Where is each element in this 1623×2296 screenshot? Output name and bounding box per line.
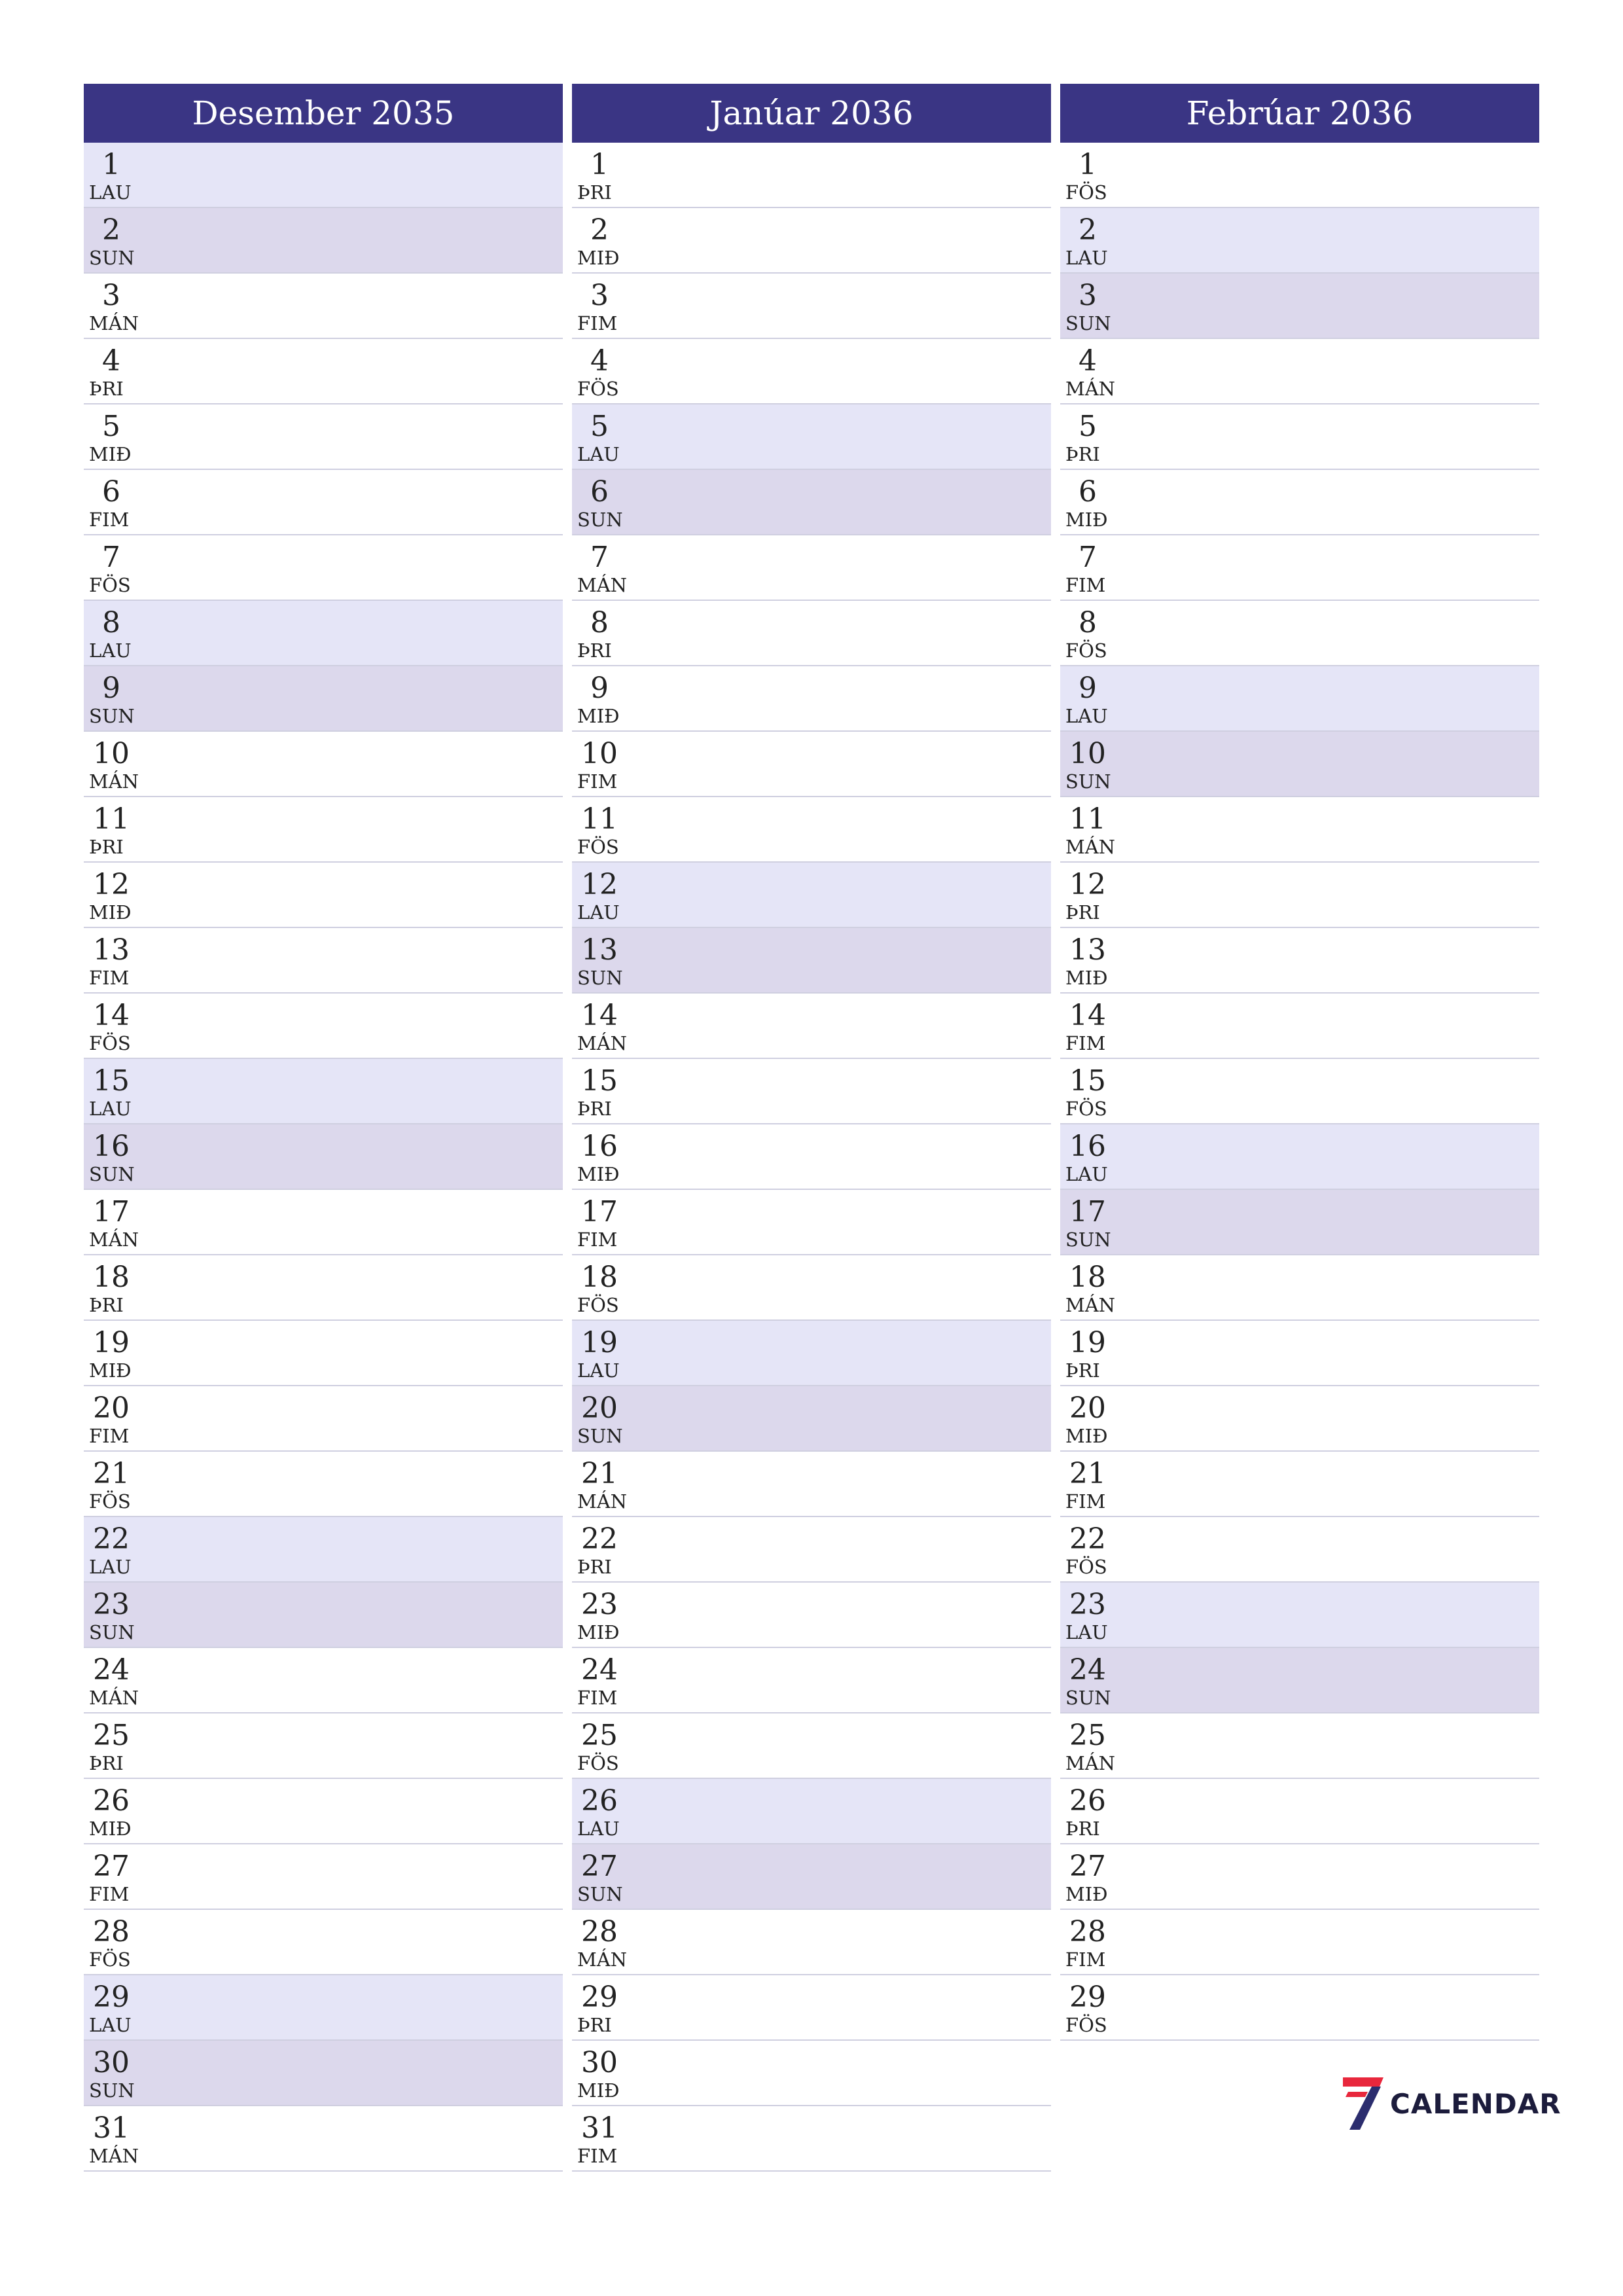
day-row [84, 1059, 563, 1124]
day-list [1060, 143, 1539, 2041]
weekday-label: SUN [577, 967, 623, 989]
day-number: 20 [1069, 1391, 1106, 1425]
day-number: 1 [590, 148, 609, 181]
weekday-label: MIÐ [577, 247, 620, 269]
weekday-label: SUN [89, 2079, 135, 2102]
day-row [572, 339, 1051, 404]
weekday-label: ÞRI [89, 1294, 124, 1316]
day-row [1060, 1713, 1539, 1779]
day-number: 6 [1079, 475, 1097, 509]
day-number: 28 [581, 1915, 618, 1948]
weekday-label: LAU [577, 443, 620, 465]
day-number: 20 [93, 1391, 130, 1425]
day-row [84, 1583, 563, 1648]
weekday-label: ÞRI [89, 836, 124, 858]
day-row [1060, 994, 1539, 1059]
day-row [84, 1190, 563, 1255]
seven-icon [1342, 2076, 1385, 2131]
month-column-february [1060, 84, 1539, 2041]
day-row [84, 1452, 563, 1517]
weekday-label: MIÐ [89, 1818, 132, 1840]
day-row [572, 1517, 1051, 1583]
day-row [1060, 1844, 1539, 1910]
day-number: 9 [1079, 672, 1097, 705]
day-row [1060, 535, 1539, 601]
weekday-label: FIM [1065, 1948, 1106, 1971]
day-number: 5 [1079, 410, 1097, 443]
day-row [1060, 1517, 1539, 1583]
day-number: 8 [102, 606, 120, 639]
weekday-label: LAU [577, 1359, 620, 1382]
day-number: 2 [590, 213, 609, 247]
weekday-label: FÖS [1065, 2014, 1107, 2036]
weekday-label: FIM [577, 2145, 618, 2167]
day-number: 16 [93, 1130, 130, 1163]
weekday-label: MÁN [89, 2145, 139, 2167]
day-row [572, 1583, 1051, 1648]
day-number: 7 [102, 541, 120, 574]
day-number: 10 [93, 737, 130, 770]
weekday-label: FIM [89, 1425, 130, 1447]
weekday-label: LAU [89, 639, 132, 662]
day-number: 4 [102, 344, 120, 378]
month-column-january [572, 84, 1051, 2172]
weekday-label: MIÐ [1065, 1425, 1108, 1447]
weekday-label: FIM [89, 509, 130, 531]
day-number: 1 [1079, 148, 1097, 181]
day-number: 18 [93, 1261, 130, 1294]
weekday-label: FIM [89, 967, 130, 989]
day-number: 31 [581, 2111, 618, 2145]
weekday-label: LAU [1065, 247, 1108, 269]
weekday-label: FIM [577, 312, 618, 334]
weekday-label: MÁN [89, 1687, 139, 1709]
day-row [572, 1255, 1051, 1321]
weekday-label: SUN [577, 1425, 623, 1447]
day-number: 18 [1069, 1261, 1106, 1294]
weekday-label: SUN [89, 247, 135, 269]
day-number: 2 [102, 213, 120, 247]
day-number: 22 [1069, 1522, 1106, 1556]
day-row [572, 994, 1051, 1059]
day-row [572, 404, 1051, 470]
day-row [84, 1910, 563, 1975]
weekday-label: SUN [1065, 1229, 1111, 1251]
day-number: 5 [102, 410, 120, 443]
month-title: Janúar 2036 [572, 84, 1051, 143]
weekday-label: MIÐ [577, 2079, 620, 2102]
day-number: 23 [581, 1588, 618, 1621]
weekday-label: MIÐ [1065, 509, 1108, 531]
day-number: 26 [1069, 1784, 1106, 1818]
day-row [84, 470, 563, 535]
day-number: 13 [1069, 933, 1106, 967]
day-row [84, 1517, 563, 1583]
day-number: 28 [93, 1915, 130, 1948]
weekday-label: SUN [89, 705, 135, 727]
day-number: 24 [1069, 1653, 1106, 1687]
day-row [1060, 863, 1539, 928]
day-number: 12 [1069, 868, 1106, 901]
day-row [1060, 470, 1539, 535]
weekday-label: FÖS [1065, 1098, 1107, 1120]
day-row [84, 1713, 563, 1779]
day-number: 21 [581, 1457, 618, 1490]
weekday-label: MÁN [1065, 1294, 1116, 1316]
day-row [1060, 1255, 1539, 1321]
day-row [572, 208, 1051, 274]
day-number: 14 [1069, 999, 1106, 1032]
month-column-december [84, 84, 563, 2172]
weekday-label: MIÐ [577, 705, 620, 727]
day-row [84, 404, 563, 470]
weekday-label: FÖS [89, 1490, 131, 1513]
weekday-label: MÁN [1065, 378, 1116, 400]
weekday-label: FÖS [577, 836, 619, 858]
day-row [1060, 1321, 1539, 1386]
day-row [1060, 1910, 1539, 1975]
day-row [572, 143, 1051, 208]
day-row [572, 863, 1051, 928]
day-row [84, 143, 563, 208]
day-row [572, 1386, 1051, 1452]
weekday-label: MÁN [89, 312, 139, 334]
day-row [1060, 1386, 1539, 1452]
weekday-label: MIÐ [89, 1359, 132, 1382]
day-row [1060, 339, 1539, 404]
day-row [572, 1124, 1051, 1190]
weekday-label: LAU [89, 2014, 132, 2036]
weekday-label: FIM [1065, 1032, 1106, 1054]
day-row [84, 274, 563, 339]
day-number: 25 [1069, 1719, 1106, 1752]
day-row [1060, 601, 1539, 666]
weekday-label: MIÐ [1065, 967, 1108, 989]
weekday-label: MÁN [577, 1490, 628, 1513]
day-row [1060, 1452, 1539, 1517]
weekday-label: ÞRI [577, 2014, 612, 2036]
day-row [84, 1844, 563, 1910]
weekday-label: SUN [577, 509, 623, 531]
weekday-label: SUN [1065, 1687, 1111, 1709]
day-row [572, 666, 1051, 732]
day-number: 30 [581, 2046, 618, 2079]
day-row [1060, 208, 1539, 274]
day-row [572, 1190, 1051, 1255]
day-number: 16 [1069, 1130, 1106, 1163]
weekday-label: FÖS [1065, 639, 1107, 662]
day-number: 27 [1069, 1850, 1106, 1883]
day-row [572, 928, 1051, 994]
day-number: 19 [93, 1326, 130, 1359]
day-row [572, 732, 1051, 797]
day-row [572, 1452, 1051, 1517]
day-row [572, 2041, 1051, 2106]
weekday-label: MÁN [1065, 1752, 1116, 1774]
day-number: 25 [581, 1719, 618, 1752]
day-number: 29 [93, 1981, 130, 2014]
day-row [572, 1713, 1051, 1779]
weekday-label: FÖS [89, 574, 131, 596]
weekday-label: FÖS [1065, 1556, 1107, 1578]
day-list [84, 143, 563, 2172]
day-row [84, 994, 563, 1059]
weekday-label: FIM [577, 1229, 618, 1251]
day-number: 13 [581, 933, 618, 967]
weekday-label: FÖS [89, 1948, 131, 1971]
day-row [1060, 797, 1539, 863]
day-number: 12 [581, 868, 618, 901]
weekday-label: FÖS [89, 1032, 131, 1054]
day-row [84, 863, 563, 928]
weekday-label: MIÐ [89, 901, 132, 924]
day-row [84, 339, 563, 404]
day-row [572, 601, 1051, 666]
day-row [572, 1779, 1051, 1844]
day-number: 6 [102, 475, 120, 509]
day-number: 9 [102, 672, 120, 705]
day-number: 7 [590, 541, 609, 574]
weekday-label: MIÐ [1065, 1883, 1108, 1905]
day-row [1060, 1583, 1539, 1648]
weekday-label: FÖS [577, 1294, 619, 1316]
day-row [84, 208, 563, 274]
day-number: 11 [581, 802, 618, 836]
weekday-label: SUN [1065, 312, 1111, 334]
day-row [572, 1648, 1051, 1713]
day-number: 18 [581, 1261, 618, 1294]
day-number: 3 [102, 279, 120, 312]
day-number: 6 [590, 475, 609, 509]
day-number: 15 [581, 1064, 618, 1098]
weekday-label: MÁN [577, 574, 628, 596]
weekday-label: ÞRI [89, 378, 124, 400]
day-number: 29 [1069, 1981, 1106, 2014]
month-title: Febrúar 2036 [1060, 84, 1539, 143]
day-number: 7 [1079, 541, 1097, 574]
weekday-label: MIÐ [89, 443, 132, 465]
weekday-label: LAU [577, 1818, 620, 1840]
day-row [572, 797, 1051, 863]
day-number: 17 [93, 1195, 130, 1229]
weekday-label: ÞRI [577, 1098, 612, 1120]
day-number: 8 [1079, 606, 1097, 639]
day-number: 14 [93, 999, 130, 1032]
day-row [1060, 404, 1539, 470]
day-number: 29 [581, 1981, 618, 2014]
weekday-label: FIM [577, 1687, 618, 1709]
day-row [84, 1124, 563, 1190]
weekday-label: LAU [577, 901, 620, 924]
day-row [1060, 1648, 1539, 1713]
day-row [84, 1386, 563, 1452]
weekday-label: ÞRI [577, 639, 612, 662]
day-number: 28 [1069, 1915, 1106, 1948]
day-number: 19 [581, 1326, 618, 1359]
weekday-label: ÞRI [1065, 443, 1100, 465]
day-row [84, 928, 563, 994]
day-number: 3 [590, 279, 609, 312]
weekday-label: LAU [89, 1556, 132, 1578]
day-number: 24 [93, 1653, 130, 1687]
weekday-label: FÖS [577, 378, 619, 400]
weekday-label: MÁN [577, 1948, 628, 1971]
day-number: 13 [93, 933, 130, 967]
day-number: 8 [590, 606, 609, 639]
day-row [572, 470, 1051, 535]
day-number: 16 [581, 1130, 618, 1163]
day-number: 4 [590, 344, 609, 378]
day-number: 2 [1079, 213, 1097, 247]
weekday-label: LAU [89, 1098, 132, 1120]
weekday-label: FIM [577, 770, 618, 793]
day-number: 22 [581, 1522, 618, 1556]
weekday-label: FIM [89, 1883, 130, 1905]
day-number: 27 [93, 1850, 130, 1883]
day-row [1060, 1779, 1539, 1844]
day-row [1060, 666, 1539, 732]
day-number: 21 [1069, 1457, 1106, 1490]
day-row [84, 535, 563, 601]
weekday-label: MIÐ [577, 1621, 620, 1643]
weekday-label: ÞRI [577, 1556, 612, 1578]
day-row [1060, 732, 1539, 797]
day-row [84, 2041, 563, 2106]
day-row [84, 601, 563, 666]
day-number: 24 [581, 1653, 618, 1687]
day-row [84, 666, 563, 732]
day-number: 23 [1069, 1588, 1106, 1621]
day-number: 3 [1079, 279, 1097, 312]
weekday-label: SUN [1065, 770, 1111, 793]
day-number: 27 [581, 1850, 618, 1883]
day-list [572, 143, 1051, 2172]
day-number: 21 [93, 1457, 130, 1490]
day-number: 10 [581, 737, 618, 770]
weekday-label: MÁN [89, 770, 139, 793]
day-number: 10 [1069, 737, 1106, 770]
day-row [572, 1321, 1051, 1386]
day-row [1060, 274, 1539, 339]
day-number: 5 [590, 410, 609, 443]
weekday-label: MÁN [1065, 836, 1116, 858]
day-number: 17 [581, 1195, 618, 1229]
day-number: 14 [581, 999, 618, 1032]
day-row [572, 1910, 1051, 1975]
weekday-label: ÞRI [1065, 1359, 1100, 1382]
day-row [84, 797, 563, 863]
day-row [84, 1255, 563, 1321]
weekday-label: FÖS [1065, 181, 1107, 204]
weekday-label: FIM [1065, 574, 1106, 596]
day-row [84, 2106, 563, 2172]
day-row [1060, 1975, 1539, 2041]
weekday-label: MÁN [577, 1032, 628, 1054]
weekday-label: ÞRI [1065, 1818, 1100, 1840]
weekday-label: SUN [89, 1621, 135, 1643]
weekday-label: SUN [89, 1163, 135, 1185]
day-row [572, 1059, 1051, 1124]
day-row [572, 1975, 1051, 2041]
brand-logo [1342, 2076, 1561, 2131]
day-row [572, 274, 1051, 339]
day-row [84, 732, 563, 797]
day-number: 4 [1079, 344, 1097, 378]
day-number: 23 [93, 1588, 130, 1621]
day-row [1060, 143, 1539, 208]
day-number: 19 [1069, 1326, 1106, 1359]
day-number: 22 [93, 1522, 130, 1556]
day-number: 11 [93, 802, 130, 836]
weekday-label: FIM [1065, 1490, 1106, 1513]
weekday-label: SUN [577, 1883, 623, 1905]
month-title: Desember 2035 [84, 84, 563, 143]
day-number: 26 [581, 1784, 618, 1818]
weekday-label: FÖS [577, 1752, 619, 1774]
day-row [1060, 928, 1539, 994]
day-number: 31 [93, 2111, 130, 2145]
weekday-label: LAU [1065, 1163, 1108, 1185]
day-number: 20 [581, 1391, 618, 1425]
day-number: 30 [93, 2046, 130, 2079]
weekday-label: LAU [1065, 705, 1108, 727]
weekday-label: ÞRI [1065, 901, 1100, 924]
logo-text: CALENDAR [1390, 2087, 1561, 2120]
day-row [572, 535, 1051, 601]
weekday-label: ÞRI [89, 1752, 124, 1774]
weekday-label: ÞRI [577, 181, 612, 204]
weekday-label: MÁN [89, 1229, 139, 1251]
day-row [1060, 1190, 1539, 1255]
day-number: 15 [1069, 1064, 1106, 1098]
day-row [1060, 1059, 1539, 1124]
day-number: 12 [93, 868, 130, 901]
day-row [84, 1779, 563, 1844]
day-number: 9 [590, 672, 609, 705]
day-row [572, 1844, 1051, 1910]
weekday-label: LAU [1065, 1621, 1108, 1643]
day-number: 26 [93, 1784, 130, 1818]
day-number: 11 [1069, 802, 1106, 836]
day-row [1060, 1124, 1539, 1190]
day-row [84, 1321, 563, 1386]
day-row [84, 1975, 563, 2041]
day-row [84, 1648, 563, 1713]
weekday-label: MIÐ [577, 1163, 620, 1185]
day-number: 25 [93, 1719, 130, 1752]
day-number: 17 [1069, 1195, 1106, 1229]
day-number: 15 [93, 1064, 130, 1098]
day-number: 1 [102, 148, 120, 181]
day-row [572, 2106, 1051, 2172]
weekday-label: LAU [89, 181, 132, 204]
